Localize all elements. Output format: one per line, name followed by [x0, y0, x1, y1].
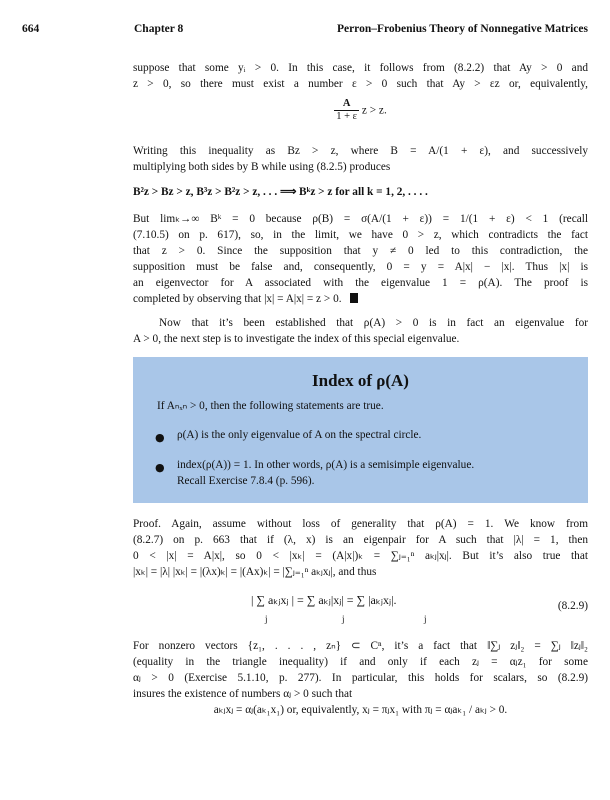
text-line: A > 0, the next step is to investigate the index of this special eigenvalue. [133, 333, 460, 345]
text-line: z > 0, so there must exist a number ε > 0 such that Ay > εz or, equivalently, [133, 78, 588, 90]
fraction-numerator: A [334, 98, 359, 111]
equation-3 [251, 593, 397, 608]
fraction [334, 98, 359, 123]
equation-line: B²z > Bz > z, B³z > B²z > z, . . . ⟹ Bᵏz > z for all k = 1, 2, . . . . [133, 186, 428, 198]
equation-number: (8.2.9) [557, 600, 588, 612]
text-line: supposition must be false and, consequently, 0 = y = A|x| − |x|. Thus |x| is [133, 261, 588, 273]
theorem-bullet-2: index(ρ(A)) = 1. In other words, ρ(A) is a semisimple eigenvalue. [177, 459, 475, 471]
equation-line: | ∑ aₖⱼxⱼ | = ∑ aₖⱼ|xⱼ| = ∑ |aₖⱼxⱼ|. [251, 593, 397, 607]
text-line: (8.2.7) on p. 663 that if (λ, x) is an eigenpair for A such that |λ| = 1, then [133, 534, 588, 546]
text-line: an eigenvector for A associated with the eigenvalue 1 = ρ(A). The proof is [133, 277, 588, 289]
equation-rest: z > z. [361, 104, 387, 117]
paragraph-2 [133, 143, 588, 175]
text-line: Proof. Again, assume without loss of generality that ρ(A) = 1. We know from [133, 518, 588, 530]
text-line [133, 291, 588, 307]
paragraph-3 [133, 211, 588, 307]
text-line: suppose that some yᵢ > 0. In this case, it follows from (8.2.2) that Ay > 0 and [133, 62, 588, 74]
bullet-icon: ● [155, 461, 165, 474]
text-line: For nonzero vectors {z₁, . . . , zₙ} ⊂ Cⁿ, it’s a fact that ‖∑ⱼ zⱼ‖₂ = ∑ⱼ ‖zⱼ‖₂ [133, 640, 588, 652]
text-line: that z > 0. Since the supposition that y ≠ 0 led to this contradiction, the [133, 245, 588, 257]
text-line: (equality in the triangle inequality) if and only if each zⱼ = αⱼz₁ for some [133, 656, 588, 668]
theorem-intro: If Aₙₓₙ > 0, then the following statements are true. [157, 400, 384, 412]
equation-4 [133, 702, 588, 718]
equation-1 [133, 98, 588, 132]
paragraph-5 [133, 638, 588, 702]
text-line: |xₖ| = |λ| |xₖ| = |(λx)ₖ| = |(Ax)ₖ| = |∑ⱼ₌₁ⁿ aₖⱼxⱼ|, and thus [133, 566, 377, 578]
text-line: αⱼ > 0 (Exercise 5.1.10, p. 277). In particular, this holds for scalars, so (8.2.9) [133, 672, 588, 684]
text-line: Writing this inequality as Bz > z, where B = A/(1 + ε), and successively [133, 145, 588, 157]
theorem-box [133, 357, 588, 503]
theorem-bullet-1: ρ(A) is the only eigenvalue of A on the spectral circle. [177, 429, 422, 441]
paragraph-4 [133, 315, 588, 347]
paragraph-1 [133, 60, 588, 92]
running-header [22, 23, 588, 39]
text-line: insures the existence of numbers αⱼ > 0 such that [133, 688, 353, 700]
equation-line: aₖⱼxⱼ = αⱼ(aₖ₁x₁) or, equivalently, xⱼ = πⱼx₁ with πⱼ = αⱼaₖ₁ / aₖⱼ > 0. [213, 704, 508, 716]
running-title: Perron–Frobenius Theory of Nonnegative Matrices [336, 23, 588, 35]
page-number: 664 [22, 23, 40, 35]
qed-icon [350, 293, 358, 303]
text-line: (7.10.5) on p. 617), so, in the limit, we have 0 > z, which contradicts the fact [133, 229, 588, 241]
text-line: 0 < |x| = A|x|, so 0 < |xₖ| = (A|x|)ₖ = ∑ⱼ₌₁ⁿ aₖⱼ|xⱼ|. But it’s also true that [133, 550, 588, 562]
theorem-bullet-2-cont: Recall Exercise 7.8.4 (p. 596). [177, 475, 315, 487]
text-line: Now that it’s been established that ρ(A) > 0 is in fact an eigenvalue for [159, 317, 588, 329]
proof-paragraph [133, 516, 588, 580]
text-line: multiplying both sides by B while using (8.2.5) produces [133, 161, 391, 173]
text-line-content: completed by observing that |x| = A|x| = z > 0. [133, 293, 342, 305]
sum-index: j [342, 614, 345, 624]
text-line: But limₖ→∞ Bᵏ = 0 because ρ(B) = σ(A/(1 + ε)) = 1/(1 + ε) < 1 (recall [133, 213, 588, 225]
fraction-denominator: 1 + ε [336, 111, 358, 122]
sum-index: j [424, 614, 427, 624]
chapter-label: Chapter 8 [134, 23, 184, 35]
equation-2 [133, 184, 588, 200]
sum-index: j [265, 614, 268, 624]
bullet-icon: ● [155, 431, 165, 444]
theorem-title: Index of ρ(A) [312, 371, 409, 390]
